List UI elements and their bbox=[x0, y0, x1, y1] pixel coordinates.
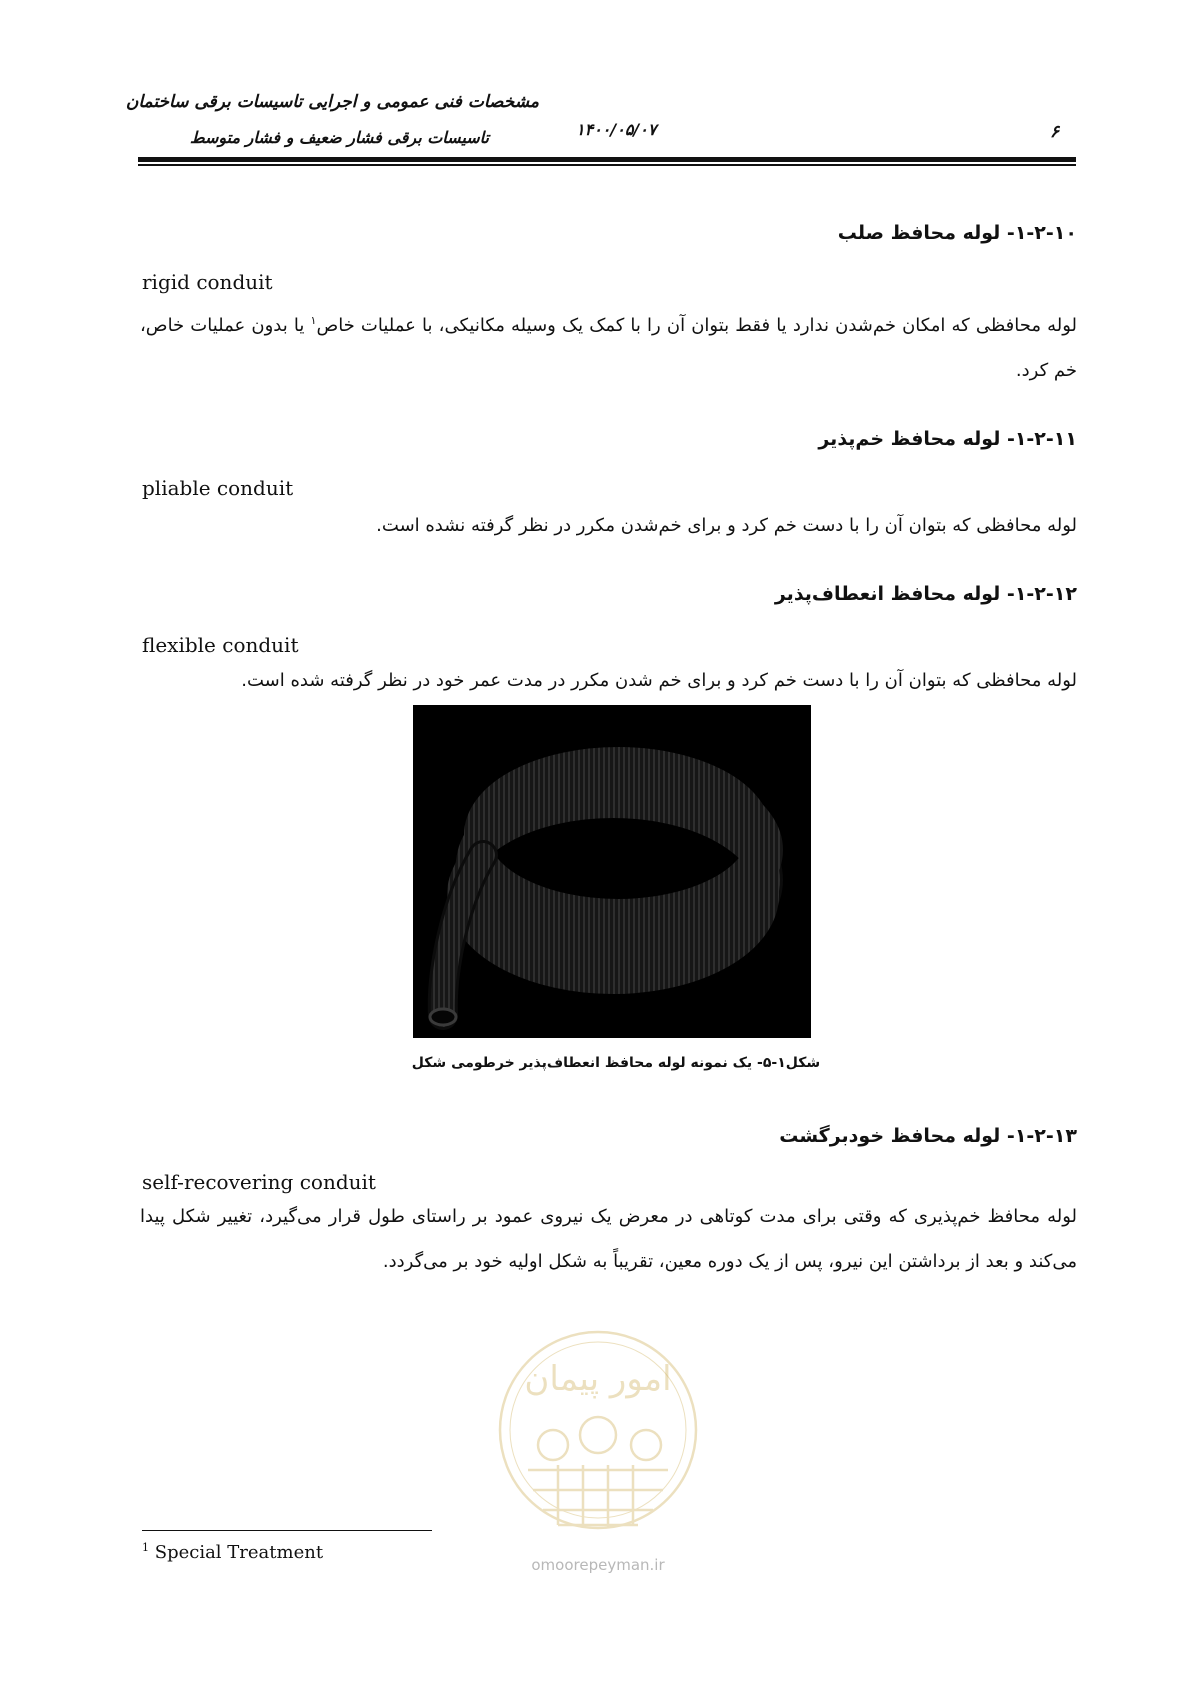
section-heading-rigid: ۱-۲-۱۰- لوله محافظ صلب bbox=[837, 222, 1077, 244]
term-flexible: flexible conduit bbox=[142, 633, 299, 657]
section-heading-self-recovering: ۱-۲-۱۳- لوله محافظ خودبرگشت bbox=[779, 1125, 1077, 1147]
footnote-reference[interactable]: ۱ bbox=[310, 314, 317, 327]
watermark-logo bbox=[488, 1320, 708, 1580]
document-title: مشخصات فنی عمومی و اجرایی تاسیسات برقی ساختمان bbox=[125, 92, 539, 112]
section-heading-flexible: ۱-۲-۱۲- لوله محافظ انعطاف‌پذیر bbox=[774, 583, 1077, 605]
paragraph-rigid: لوله محافظی که امکان خم‌شدن ندارد یا فقط بتوان آن را با کمک یک وسیله مکانیکی، با عملیات خاص$^۱$ یا بدون عملیات خاص، خم کرد. bbox=[140, 314, 1078, 381]
term-pliable: pliable conduit bbox=[142, 476, 294, 500]
paragraph-self-recovering: لوله محافظ خم‌پذیری که وقتی برای مدت کوتاهی در معرض یک نیروی عمود بر راستای طول قرار می‌گیرد، تغییر شکل پیدا می‌کند و بعد از برداشتن این نیرو، پس از یک دوره معین، تقریباً به شکل اولیه خود بر می‌گردد. bbox=[140, 1206, 1077, 1272]
figure-caption: شکل۱-۵- یک نمونه لوله محافظ انعطاف‌پذیر خرطومی شکل bbox=[411, 1055, 821, 1071]
watermark-url: omoorepeyman.ir bbox=[531, 1556, 665, 1574]
header-rule-thick bbox=[138, 157, 1076, 162]
paragraph-flexible: لوله محافظی که بتوان آن را با دست خم کرد و برای خم شدن مکرر در مدت عمر خود در نظر گرفته شده است. bbox=[241, 670, 1077, 691]
svg-text:امور پیمان: امور پیمان bbox=[524, 1359, 672, 1399]
flexible-conduit-image bbox=[413, 705, 811, 1038]
footnote-separator bbox=[142, 1530, 432, 1531]
document-subtitle: تاسیسات برقی فشار ضعیف و فشار متوسط bbox=[189, 128, 489, 147]
document-date: ۱۴۰۰/۰۵/۰۷ bbox=[576, 120, 657, 139]
term-rigid: rigid conduit bbox=[142, 270, 273, 294]
page-number: ۶ bbox=[1050, 122, 1060, 142]
term-self-recovering: self-recovering conduit bbox=[142, 1170, 376, 1194]
paragraph-pliable: لوله محافظی که بتوان آن را با دست خم کرد و برای خم‌شدن مکرر در نظر گرفته نشده است. bbox=[376, 515, 1077, 536]
footnote: $^1$ Special Treatment bbox=[142, 1541, 324, 1563]
header-rule-thin bbox=[138, 164, 1076, 166]
section-heading-pliable: ۱-۲-۱۱- لوله محافظ خم‌پذیر bbox=[818, 428, 1077, 450]
